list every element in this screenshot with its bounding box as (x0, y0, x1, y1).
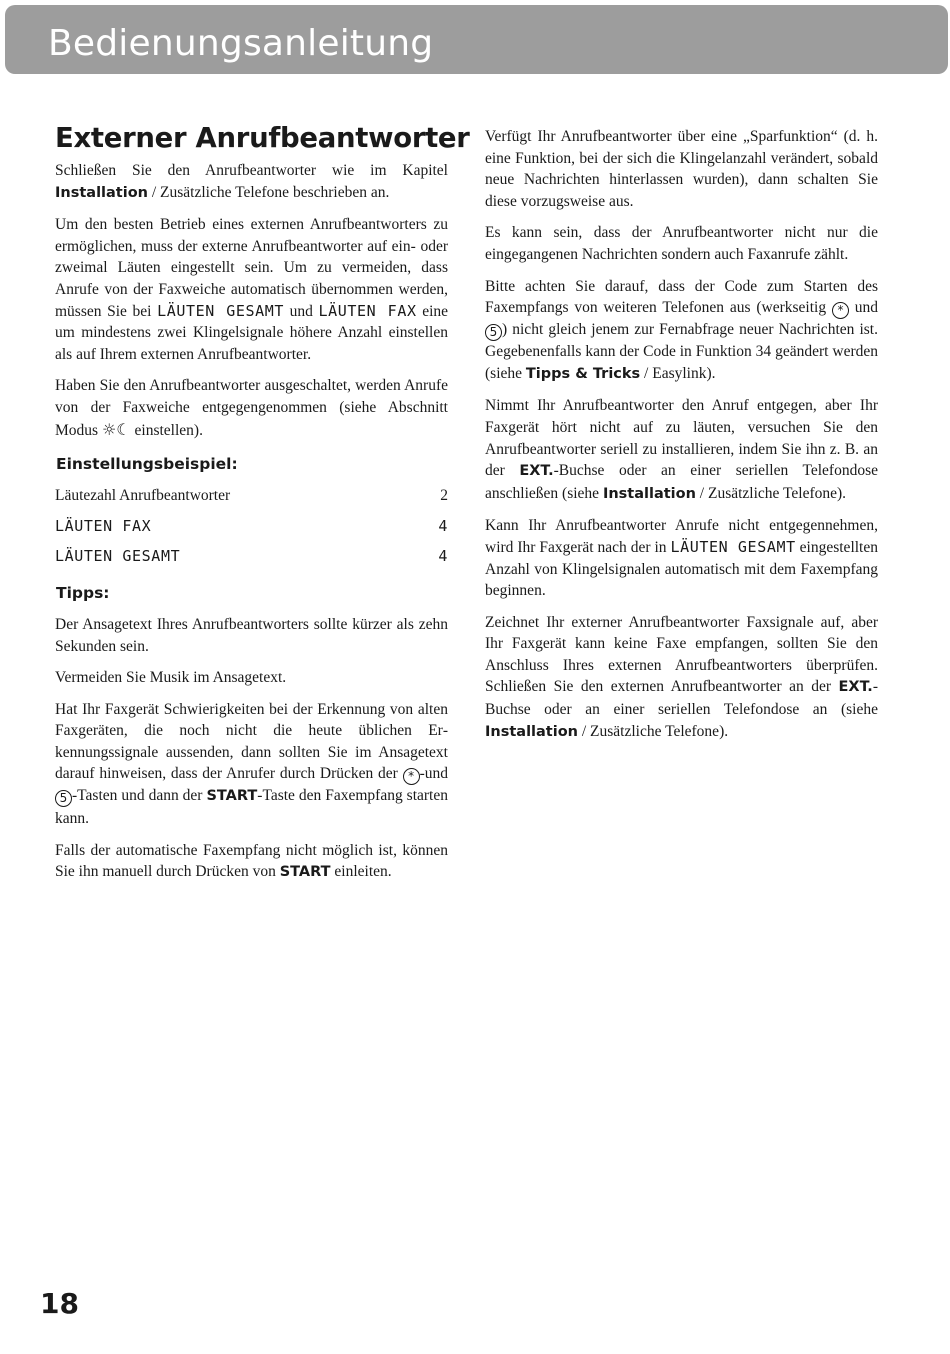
star-key-icon: * (403, 768, 420, 785)
five-key-icon: 5 (485, 324, 502, 341)
header-bar (5, 5, 948, 74)
lcd-text: LÄUTEN GESAMT (157, 301, 285, 320)
five-key-icon: 5 (55, 790, 72, 807)
right-column (485, 126, 878, 753)
example-row: LÄUTEN FAX 4 (55, 516, 448, 535)
paragraph: Es kann sein, dass der Anrufbeantworter nicht nur die eingegangenen Nachrichten sondern auch Faxanrufe zählt. (485, 224, 878, 263)
lcd-text: LÄUTEN GESAMT (670, 537, 796, 556)
paragraph: Haben Sie den Anrufbeantworter ausgeschaltet, werden Anrufe von der Faxweiche entgegengenommen (siehe Abschnitt Modus ☼☾ einstellen). (55, 377, 448, 439)
paragraph: Bitte achten Sie darauf, dass der Code zum Starten des Faxempfangs von weiteren Telefonen aus (werkseitig * und 5 ) nicht gleich jenem zur Fernabfrage neuer Nachrichten ist. Gegebenenfalls kann der Code in Funktion 34 geändert werden (siehe Tipps & Tricks / Easylink). (485, 277, 879, 382)
example-row: Läutezahl Anrufbeantworter 2 (55, 487, 448, 505)
tips-heading: Tipps: (56, 583, 110, 602)
paragraph: Falls der automatische Faxempfang nicht möglich ist, können Sie ihn manuell durch Drücken von START einleiten. (55, 841, 448, 881)
section-heading: Externer Anrufbeantworter (55, 122, 470, 154)
paragraph: Schließen Sie den Anrufbeantworter wie im Kapitel Installation / Zusätzliche Telefone beschrieben an. (55, 162, 448, 201)
paragraph: Der Ansagetext Ihres Anrufbeantworters sollte kürzer als zehn Sekunden sein. (55, 615, 448, 655)
sun-moon-icon: ☼☾ (101, 419, 131, 439)
paragraph: Verfügt Ihr Anrufbeantworter über eine „Sparfunktion“ (d. h. eine Funktion, bei der sich die Klingelanzahl verändert, sobald neue Nachrichten hinterlassen wurden), dann schalten Sie diese vorzugsweise aus. (485, 128, 878, 210)
paragraph: Kann Ihr Anrufbeantworter Anrufe nicht entgegennehmen, wird Ihr Faxgerät nach der in LÄUTEN GESAMT eingestellten Anzahl von Klingelsignalen automatisch mit dem Faxempfang beginnen. (485, 517, 878, 600)
paragraph: Um den besten Betrieb eines externen Anrufbeantworters zu ermöglichen, muss der externe Anrufbeantworter auf ein- oder zweimal Läuten eingestellt sein. Um zu vermeiden, dass Anrufe von der Faxweiche automatisch übernommen werden, müssen Sie bei LÄUTEN GESAMT und LÄUTEN FAX eine um mindestens zwei Klingelsignale höhere Anzahl einstellen als auf Ihrem externen Anrufbeantworter. (55, 216, 449, 363)
left-column (55, 122, 470, 894)
star-key-icon: * (832, 302, 849, 319)
example-row: LÄUTEN GESAMT 4 (55, 547, 448, 566)
page-number: 18 (40, 1287, 79, 1320)
paragraph: Nimmt Ihr Anrufbeantworter den Anruf entgegen, aber Ihr Faxgerät hört nicht auf zu läuten, versuchen Sie den Anrufbeantworter seriell zu installieren, indem Sie ihn z. B. an der EXT.-Buchse oder an einer seriellen Telefondose anschließen (siehe Installation / Zusätzliche Telefone). (485, 397, 878, 502)
paragraph: Vermeiden Sie Musik im Ansagetext. (55, 669, 287, 687)
example-heading: Einstellungsbeispiel: (56, 455, 238, 474)
lcd-text: LÄUTEN FAX (318, 301, 417, 320)
paragraph: Zeichnet Ihr externer Anrufbeantworter Faxsignale auf, aber Ihr Faxgerät kann keine Faxe empfangen, sollten Sie den Anschluss Ihres externen Anrufbeantworters überprüfen. Schließen Sie den externen Anrufbeantworter an der EXT.-Buchse oder an einer seriellen Telefondose an (siehe Installation / Zusätzliche Telefone). (485, 613, 878, 740)
page-header-title: Bedienungsanleitung (48, 23, 434, 64)
paragraph: Hat Ihr Faxgerät Schwierigkeiten bei der Erkennung von alten Faxgeräten, die noch nicht die heute üblichen Erkennungssignale aussenden, dann sollten Sie im Ansagetext darauf hinweisen, dass der Anrufer durch Drücken der * -und 5 -Tasten und dann der START-Taste den Faxempfang starten kann. (55, 700, 448, 828)
